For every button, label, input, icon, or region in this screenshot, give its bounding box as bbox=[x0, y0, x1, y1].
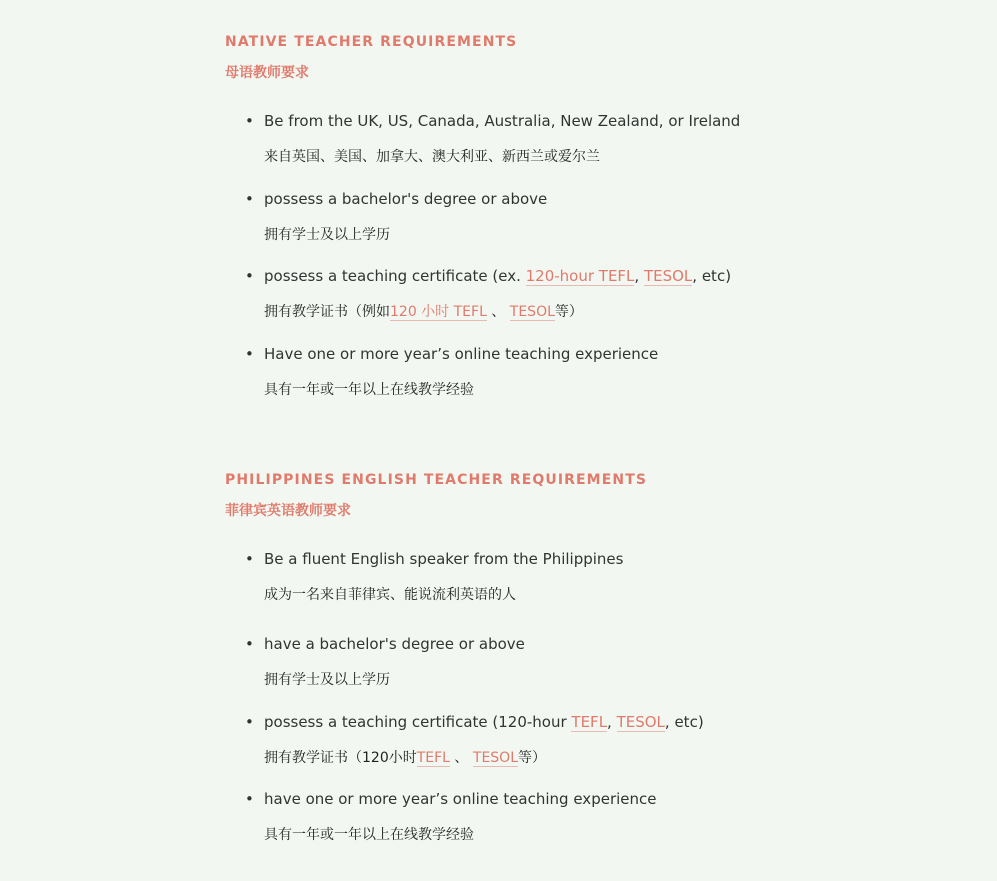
text: 拥有教学证书（120小时 bbox=[264, 750, 417, 766]
text: 拥有教学证书（例如 bbox=[264, 304, 390, 320]
native-requirements-section bbox=[225, 32, 925, 398]
text: , bbox=[607, 713, 617, 731]
requirement-zh: 具有一年或一年以上在线教学经验 bbox=[264, 827, 474, 843]
link-tefl[interactable]: TEFL bbox=[571, 713, 608, 731]
link-tesol-zh[interactable]: TESOL bbox=[509, 304, 555, 320]
bullet-icon: • bbox=[245, 190, 254, 208]
text: possess a teaching certificate (ex. bbox=[264, 267, 526, 285]
requirement-zh: 拥有学士及以上学历 bbox=[264, 227, 390, 243]
text: 等） bbox=[518, 750, 546, 766]
requirement-en bbox=[264, 712, 704, 732]
text: 、 bbox=[486, 304, 510, 320]
requirement-zh bbox=[264, 748, 546, 768]
bullet-icon: • bbox=[245, 267, 254, 285]
text: , etc) bbox=[664, 713, 704, 731]
philippines-heading-zh: 菲律宾英语教师要求 bbox=[225, 503, 351, 519]
link-tesol[interactable]: TESOL bbox=[643, 267, 693, 285]
link-tesol[interactable]: TESOL bbox=[616, 713, 665, 731]
link-120-hour-tefl[interactable]: 120-hour TEFL bbox=[525, 267, 635, 285]
requirement-zh: 来自英国、美国、加拿大、澳大利亚、新西兰或爱尔兰 bbox=[264, 149, 600, 165]
bullet-icon: • bbox=[245, 345, 254, 363]
requirement-zh bbox=[264, 302, 583, 322]
link-tesol-zh[interactable]: TESOL bbox=[472, 750, 518, 766]
bullet-icon: • bbox=[245, 550, 254, 568]
bullet-icon: • bbox=[245, 790, 254, 808]
philippines-heading-en: PHILIPPINES ENGLISH TEACHER REQUIREMENTS bbox=[225, 472, 648, 488]
requirement-en: Be from the UK, US, Canada, Australia, New Zealand, or Ireland bbox=[264, 112, 741, 130]
requirement-en: possess a bachelor's degree or above bbox=[264, 190, 548, 208]
requirement-en bbox=[264, 266, 731, 286]
philippines-requirements-section bbox=[225, 470, 925, 843]
native-heading-en: NATIVE TEACHER REQUIREMENTS bbox=[225, 34, 518, 50]
requirement-en: Be a fluent English speaker from the Philippines bbox=[264, 550, 624, 568]
bullet-icon: • bbox=[245, 112, 254, 130]
requirement-zh: 成为一名来自菲律宾、能说流利英语的人 bbox=[264, 587, 516, 603]
text: 等） bbox=[554, 304, 583, 320]
requirement-en: have one or more year’s online teaching experience bbox=[264, 790, 657, 808]
link-120-hour-tefl-zh[interactable]: 120 小时 TEFL bbox=[390, 304, 487, 320]
native-heading-zh: 母语教师要求 bbox=[225, 65, 309, 81]
requirement-zh: 拥有学士及以上学历 bbox=[264, 672, 390, 688]
requirement-zh: 具有一年或一年以上在线教学经验 bbox=[264, 382, 474, 398]
bullet-icon: • bbox=[245, 713, 254, 731]
text: 、 bbox=[449, 750, 473, 766]
requirement-en: Have one or more year’s online teaching experience bbox=[264, 345, 659, 363]
text: , bbox=[634, 267, 644, 285]
bullet-icon: • bbox=[245, 635, 254, 653]
text: possess a teaching certificate (120-hour bbox=[264, 713, 572, 731]
text: , etc) bbox=[692, 267, 732, 285]
requirement-en: have a bachelor's degree or above bbox=[264, 635, 525, 653]
link-tefl-zh[interactable]: TEFL bbox=[416, 750, 450, 766]
